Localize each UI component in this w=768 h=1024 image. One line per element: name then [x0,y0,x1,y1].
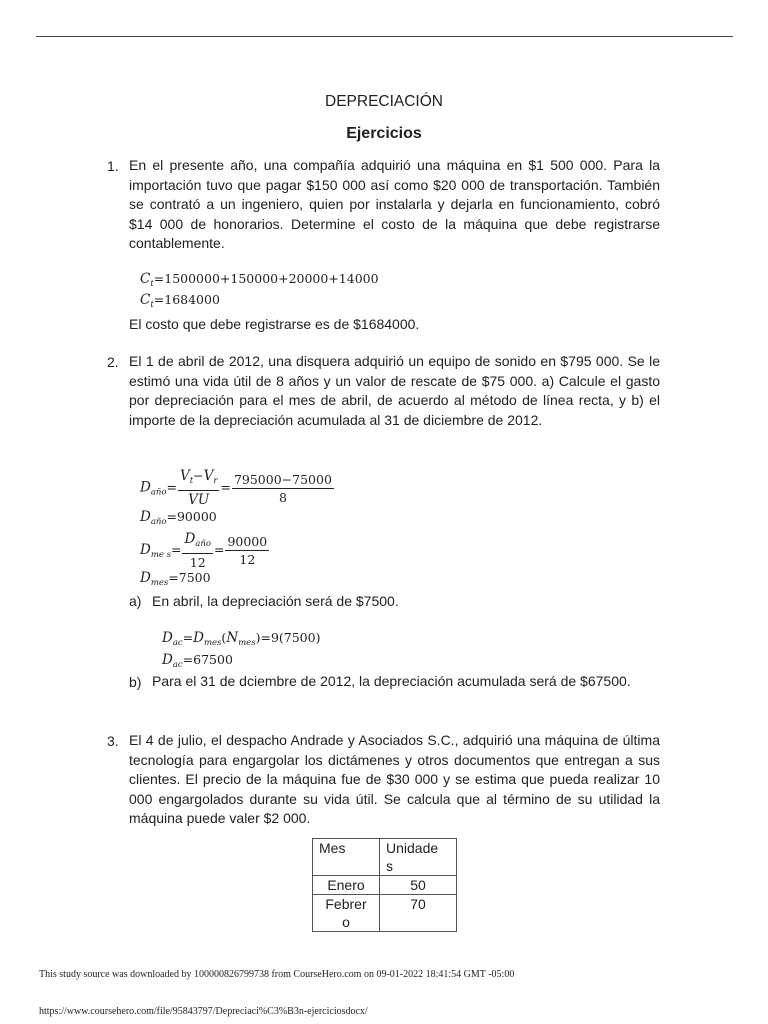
table-cell-month: Enero [313,876,380,895]
table-header-mes: Mes [313,839,380,876]
units-table [312,838,457,932]
document-title: DEPRECIACIÓN [325,93,443,110]
table-header-unidades: Unidade s [380,839,457,876]
exercise-1-answer: El costo que debe registrarse es de $1684000. [129,316,420,332]
exercise-2-a-answer: En abril, la depreciación será de $7500. [152,593,399,609]
table-row [313,876,457,895]
exercise-2-b-answer: Para el 31 de dciembre de 2012, la depreciación acumulada será de $67500. [152,673,631,689]
table-row [313,839,457,876]
exercise-2-annual-result: $D_{año}=90000$ [140,509,217,527]
exercise-2-number: 2. [107,354,119,370]
exercise-2-accumulated-result: $D_{ac}=67500$ [162,652,233,670]
source-footer: This study source was downloaded by 100000826799738 from CourseHero.com on 09-01-2022 18:41:54 GMT -05:00 [39,969,515,980]
exercise-2-statement: El 1 de abril de 2012, una disquera adquirió un equipo de sonido en $795 000. Se le estimó una vida útil de 8 años y un valor de rescate de $75 000. a) Calcule el gasto por depreciación para el mes de abril, de acuerdo al método de línea recta, y b) el importe de la depreciación acumulada al 31 de diciembre de 2012. [129,353,660,428]
top-rule [36,36,733,37]
table-cell-units: 50 [380,876,457,895]
table-cell-month: Febrer o [313,895,380,932]
table-row [313,895,457,932]
url-footer: https://www.coursehero.com/file/95843797/Depreciaci%C3%B3n-ejerciciosdocx/ [39,1006,368,1017]
exercise-1-statement: En el presente año, una compañía adquirió una máquina en $1 500 000. Para la importación tuvo que pagar $150 000 así como $20 000 de transportación. También se contrató a un ingeniero, quien por instalarla y dejarla en funcionamiento, cobró $14 000 de honorarios. Determine el costo de la máquina que debe registrarse contablemente. [129,157,660,251]
exercise-1-equation-2: $C_t=1684000$ [140,292,220,310]
exercise-3-number: 3. [107,733,119,749]
exercise-1-number: 1. [107,158,119,174]
exercise-2-monthly-result: $D_{mes}=7500$ [140,570,211,588]
exercise-2-b-label: b) [129,674,142,690]
document-subtitle: Ejercicios [346,125,422,142]
exercise-2-accumulated-formula: $D_{ac}=D_{mes}(N_{mes})=9(7500)$ [162,630,321,648]
exercise-2-monthly-formula: $D_{me s}=$ $\frac{D_{año}}{12}$ = $\frac{90000}{12}$ [140,531,268,570]
exercise-2-a-label: a) [129,593,142,609]
exercise-3-statement: El 4 de julio, el despacho Andrade y Asociados S.C., adquirió una máquina de última tecnología para engargolar los dictámenes y otros documentos que entregan a sus clientes. El precio de la máquina fue de $30 000 y se estima que pueda realizar 10 000 engargolados durante su vida útil. Se calcula que al término de su utilidad la máquina puede valer $2 000. [129,732,660,826]
table-cell-units: 70 [380,895,457,932]
exercise-2-annual-formula: $D_{año}=$ $\frac{V_t-V_r}{VU}$ = $\frac{795000-75000}{8}$ [140,468,332,508]
exercise-1-equation-1: $C_t=1500000+150000+20000+14000$ [140,271,379,289]
